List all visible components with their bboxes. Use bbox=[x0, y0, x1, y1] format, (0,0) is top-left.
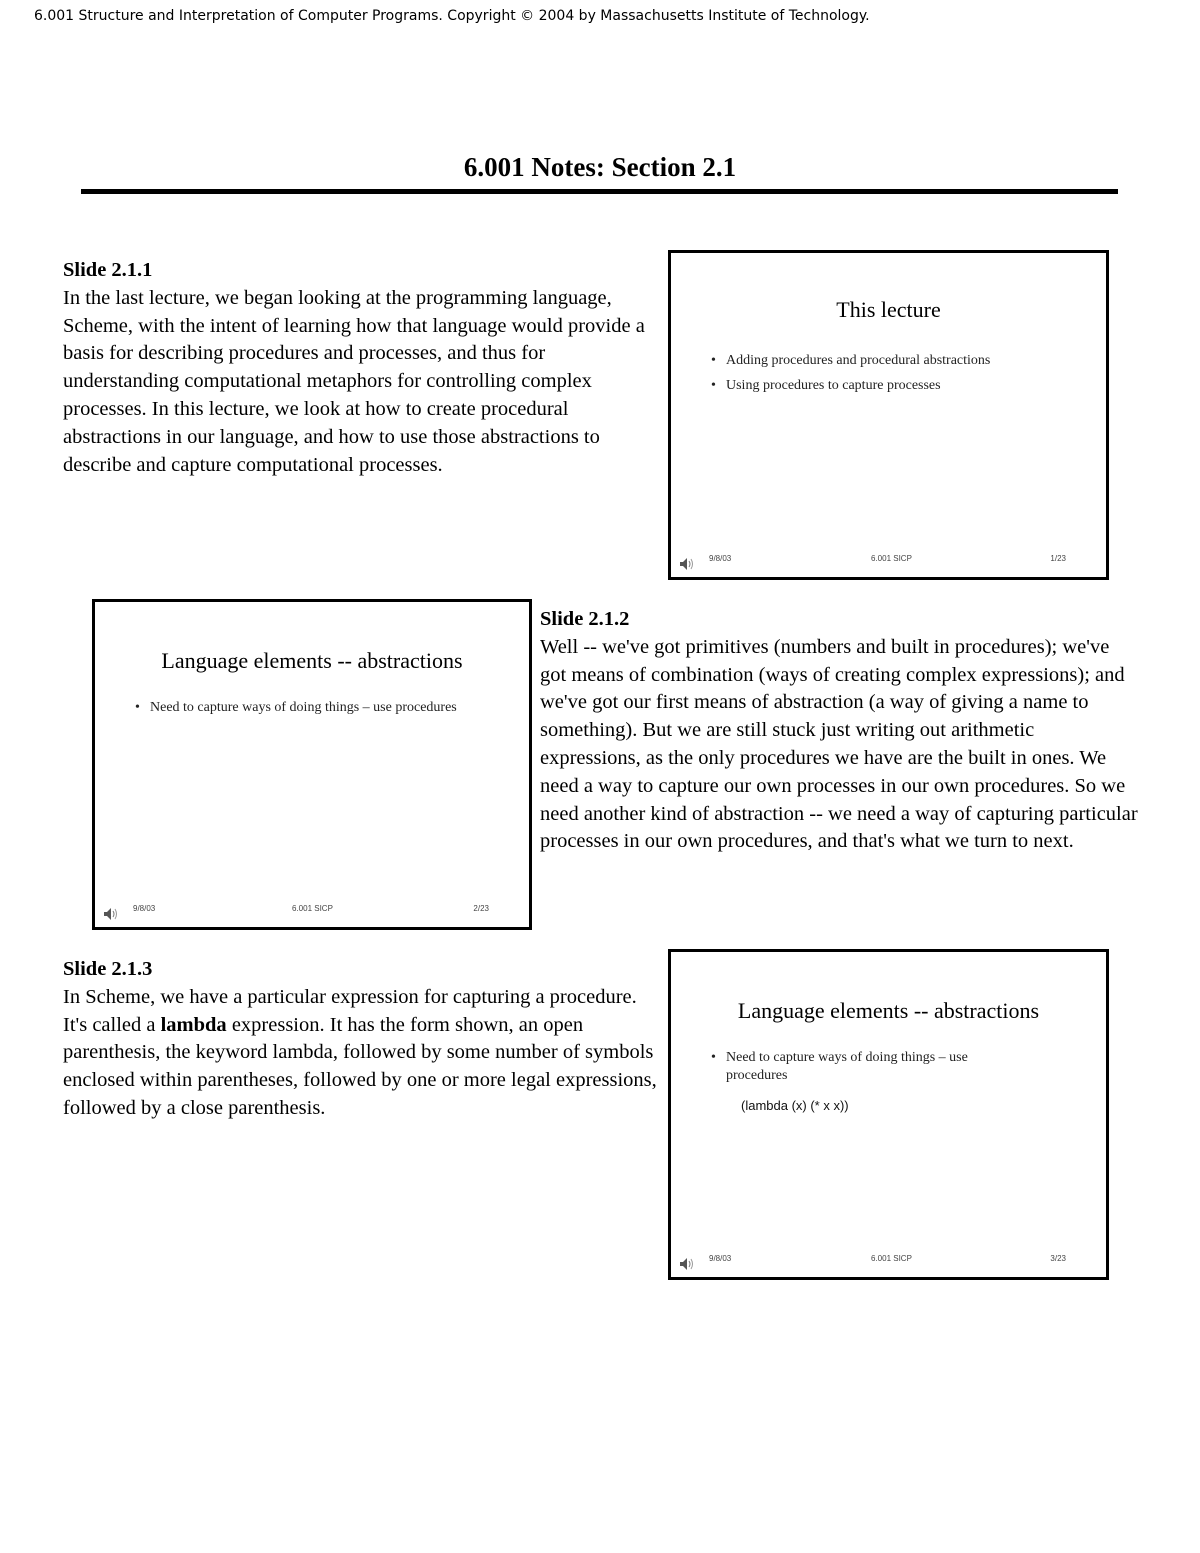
slide-footer-page: 1/23 bbox=[1050, 554, 1066, 563]
note-label: Slide 2.1.2 bbox=[540, 608, 630, 630]
slide-thumbnail-2-1-1 bbox=[668, 250, 1109, 580]
slide-bullet bbox=[133, 699, 463, 717]
page-title: 6.001 Notes: Section 2.1 bbox=[463, 152, 737, 182]
bullet-text: Adding procedures and procedural abstractions bbox=[726, 353, 991, 368]
note-label: Slide 2.1.3 bbox=[63, 958, 153, 980]
slide-footer-date: 9/8/03 bbox=[709, 1254, 732, 1263]
slide-bullet bbox=[709, 1049, 1029, 1085]
speaker-icon bbox=[103, 907, 119, 921]
speaker-icon bbox=[679, 1257, 695, 1271]
slide-code-lambda: (lambda (x) (* x x)) bbox=[741, 1098, 849, 1113]
bullet-marker: • bbox=[711, 1050, 716, 1065]
note-label: Slide 2.1.1 bbox=[63, 259, 153, 281]
slide-bullets bbox=[133, 699, 463, 724]
title-rule bbox=[81, 189, 1118, 194]
note-text-end: expression. It has the form shown, an open parenthesis, the keyword lambda, followed by some number of symbols enclosed within parentheses, followed by one or more legal expressions, followed by a close parenthesis. bbox=[63, 1013, 657, 1119]
slide-thumbnail-2-1-2 bbox=[92, 599, 532, 930]
note-slide-2-1-2 bbox=[540, 606, 1140, 856]
slide-footer-date: 9/8/03 bbox=[133, 904, 156, 913]
slide-footer-course: 6.001 SICP bbox=[292, 904, 333, 913]
note-text: Well -- we've got primitives (numbers and built in procedures); we've got means of combination (ways of creating complex expressions); and we've got our first means of abstraction (a way of giving a name to something). But we are still stuck just writing out arithmetic expressions, as the only procedures we have are the built in ones. We need a way to capture our own processes in our own procedures. So we need another kind of abstraction -- we need a way of capturing particular processes in our own procedures, and that's what we turn to next. bbox=[540, 635, 1138, 853]
slide-bullet bbox=[709, 377, 1089, 395]
note-keyword-lambda: lambda bbox=[160, 1013, 227, 1036]
copyright-notice: 6.001 Structure and Interpretation of Computer Programs. Copyright © 2004 by Massachusetts Institute of Technology. bbox=[34, 8, 870, 24]
speaker-icon bbox=[679, 557, 695, 571]
bullet-marker: • bbox=[711, 353, 716, 368]
slide-footer-course: 6.001 SICP bbox=[871, 554, 912, 563]
slide-title: Language elements -- abstractions bbox=[737, 998, 1040, 1023]
slide-bullets bbox=[709, 1049, 1029, 1092]
note-text-start: In Scheme, we have a particular expression for capturing a procedure. It's called a bbox=[63, 985, 637, 1036]
slide-title: Language elements -- abstractions bbox=[161, 648, 463, 673]
note-slide-2-1-3 bbox=[63, 956, 663, 1123]
slide-bullet bbox=[709, 352, 1089, 370]
slide-thumbnail-2-1-3 bbox=[668, 949, 1109, 1280]
bullet-text: Need to capture ways of doing things – use procedures bbox=[726, 1050, 968, 1083]
bullet-marker: • bbox=[711, 378, 716, 393]
bullet-text: Using procedures to capture processes bbox=[726, 378, 941, 393]
bullet-text: Need to capture ways of doing things – use procedures bbox=[150, 700, 457, 715]
bullet-marker: • bbox=[135, 700, 140, 715]
slide-title: This lecture bbox=[836, 297, 941, 322]
slide-footer-page: 2/23 bbox=[473, 904, 489, 913]
slide-footer-course: 6.001 SICP bbox=[871, 1254, 912, 1263]
slide-footer-date: 9/8/03 bbox=[709, 554, 732, 563]
note-text bbox=[63, 984, 663, 1123]
note-text: In the last lecture, we began looking at the programming language, Scheme, with the intent of learning how that language would provide a basis for describing procedures and processes, and thus for understanding computational metaphors for controlling complex processes. In this lecture, we look at how to create procedural abstractions in our language, and how to use those abstractions to describe and capture computational processes. bbox=[63, 286, 645, 476]
note-slide-2-1-1 bbox=[63, 257, 663, 479]
slide-bullets bbox=[709, 352, 1089, 402]
slide-footer-page: 3/23 bbox=[1050, 1254, 1066, 1263]
